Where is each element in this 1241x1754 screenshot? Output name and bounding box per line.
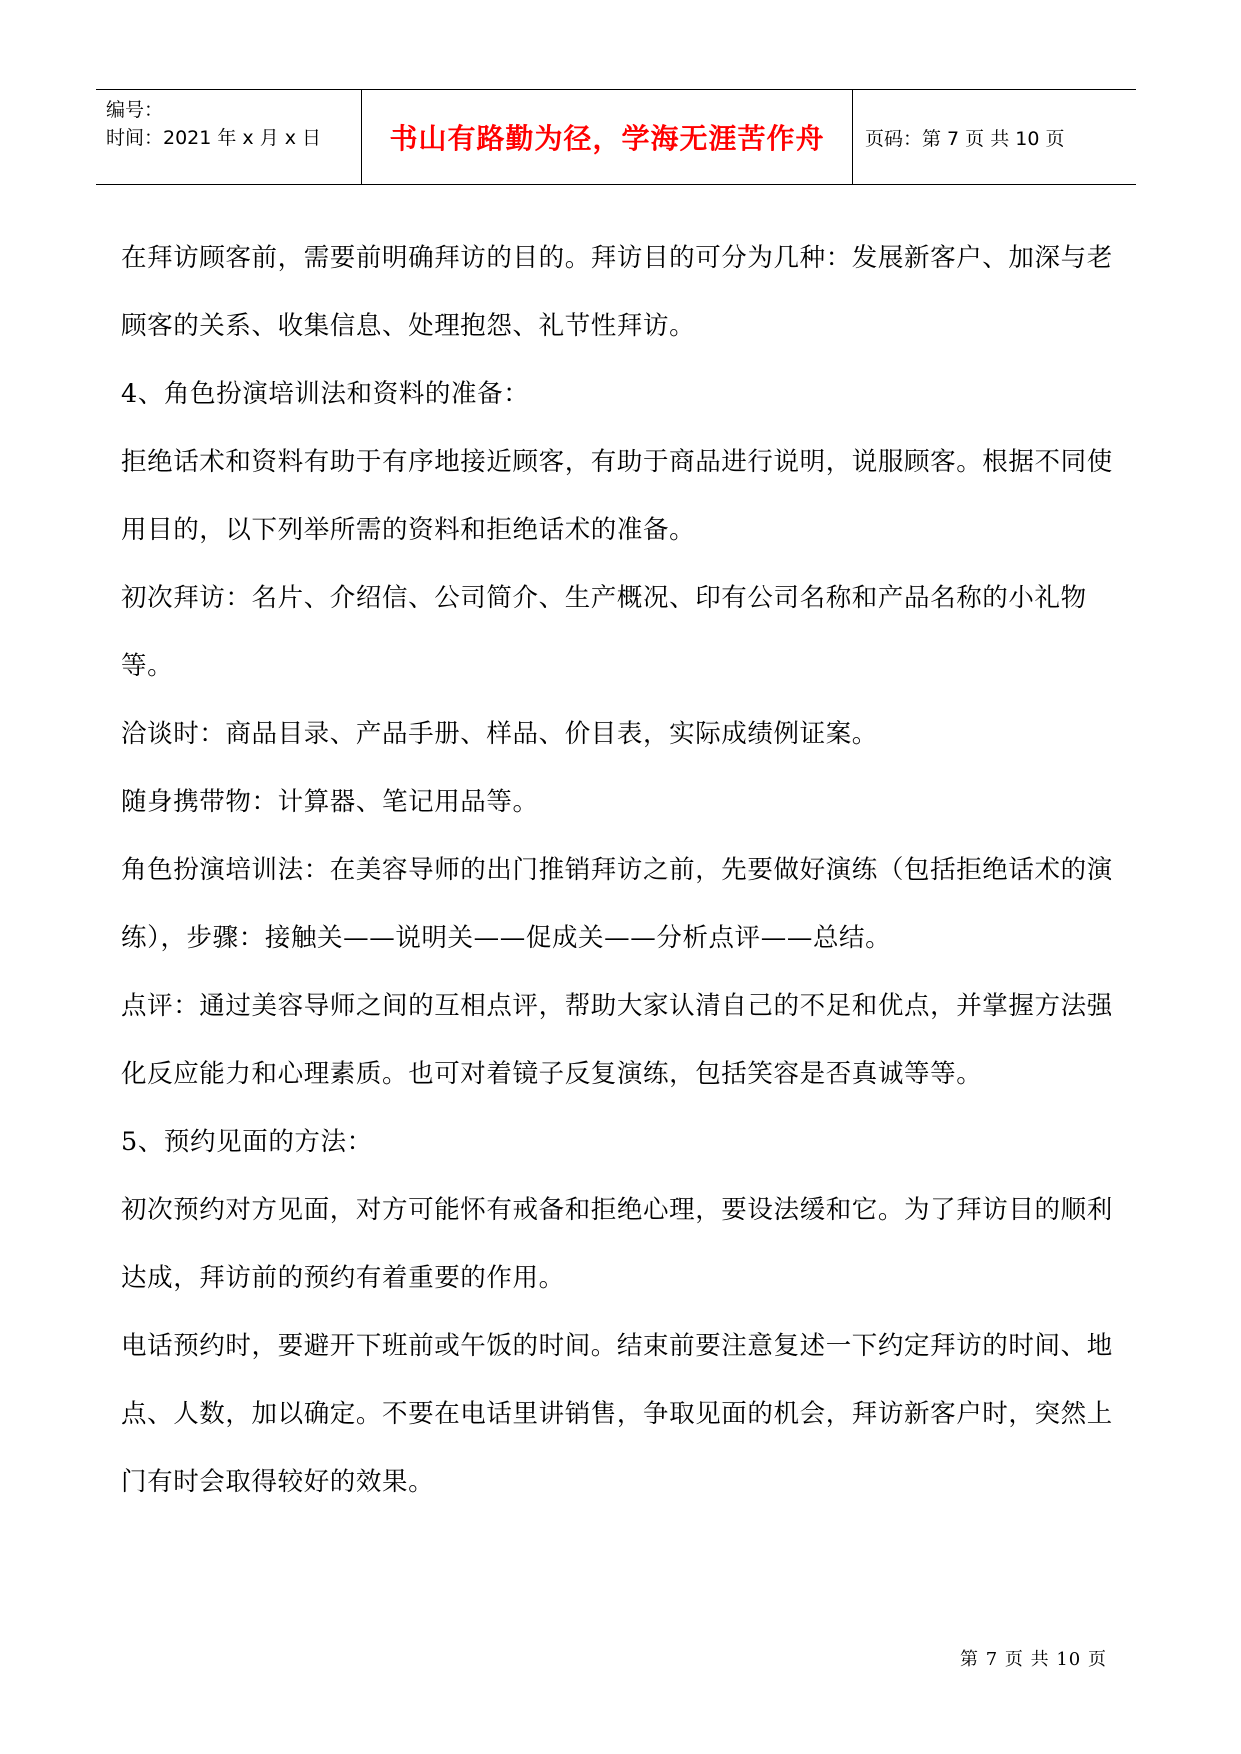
paragraph: 初次预约对方见面，对方可能怀有戒备和拒绝心理，要设法缓和它。为了拜访目的顺利达成，拜访前的预约有着重要的作用。 [121,1195,1113,1293]
page-footer: 第 7 页 共 10 页 [960,1649,1107,1670]
paragraph: 在拜访顾客前，需要前明确拜访的目的。拜访目的可分为几种：发展新客户、加深与老顾客的关系、收集信息、处理抱怨、礼节性拜访。 [121,243,1113,341]
paragraph: 电话预约时，要避开下班前或午饭的时间。结束前要注意复述一下约定拜访的时间、地点、人数，加以确定。不要在电话里讲销售，争取见面的机会，拜访新客户时，突然上门有时会取得较好的效果。 [121,1331,1113,1497]
paragraph: 洽谈时：商品目录、产品手册、样品、价目表，实际成绩例证案。 [121,719,878,749]
section-heading: 4、角色扮演培训法和资料的准备： [121,379,530,409]
document-body [121,224,1131,1516]
paragraph: 随身携带物：计算器、笔记用品等。 [121,787,539,817]
paragraph: 点评：通过美容导师之间的互相点评，帮助大家认清自己的不足和优点，并掌握方法强化反应能力和心理素质。也可对着镜子反复演练，包括笑容是否真诚等等。 [121,991,1113,1089]
date-label: 时间：2021 年 x 月 x 日 [106,127,322,149]
header-motto: 书山有路勤为径，学海无涯苦作舟 [362,90,853,184]
section-heading: 5、预约见面的方法： [121,1127,373,1157]
paragraph: 角色扮演培训法：在美容导师的出门推销拜访之前，先要做好演练（包括拒绝话术的演练），步骤：接触关——说明关——促成关——分析点评——总结。 [121,855,1113,953]
page-header [96,89,1136,185]
paragraph: 初次拜访：名片、介绍信、公司简介、生产概况、印有公司名称和产品名称的小礼物等。 [121,583,1087,681]
paragraph: 拒绝话术和资料有助于有序地接近顾客，有助于商品进行说明，说服顾客。根据不同使用目的，以下列举所需的资料和拒绝话术的准备。 [121,447,1113,545]
header-page-info: 页码：第 7 页 共 10 页 [865,127,1065,150]
serial-label: 编号： [106,99,164,121]
header-meta [96,90,362,184]
